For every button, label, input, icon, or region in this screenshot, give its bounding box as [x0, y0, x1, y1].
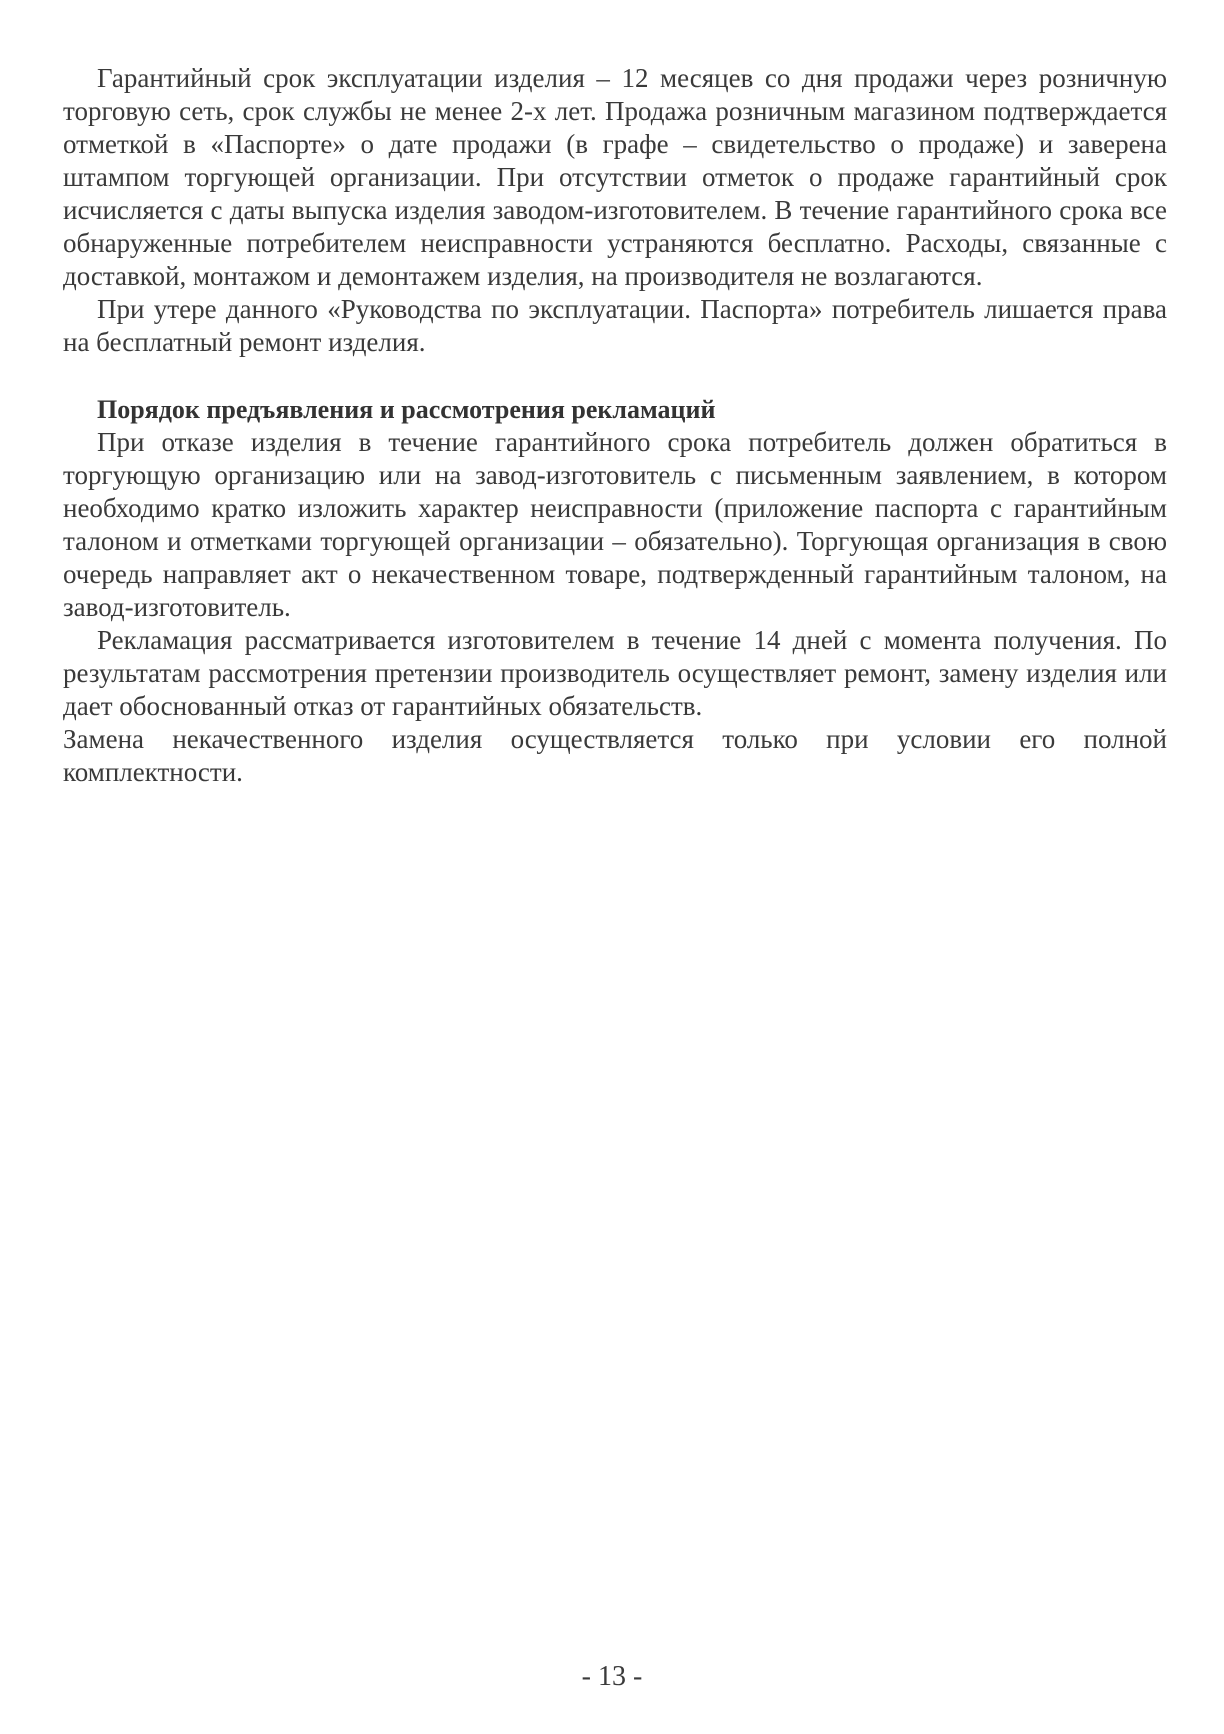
page-content: [63, 62, 1167, 789]
claims-heading: Порядок предъявления и рассмотрения рекламаций: [97, 395, 716, 424]
claims-paragraph-3: Замена некачественного изделия осуществляется только при условии его полной комплектности.: [63, 724, 1167, 787]
warranty-paragraph-1: Гарантийный срок эксплуатации изделия – 12 месяцев со дня продажи через розничную торговую сеть, срок службы не менее 2-х лет. Продажа розничным магазином подтверждается отметкой в «Паспорте» о дате продажи (в графе – свидетельство о продаже) и заверена штампом торгующей организации. При отсутствии отметок о продаже гарантийный срок исчисляется с даты выпуска изделия заводом-изготовителем. В течение гарантийного срока все обнаруженные потребителем неисправности устраняются бесплатно. Расходы, связанные с доставкой, монтажом и демонтажем изделия, на производителя не возлагаются.: [63, 63, 1167, 291]
page-number: - 13 -: [581, 1661, 643, 1692]
claims-paragraph-2: Рекламация рассматривается изготовителем в течение 14 дней с момента получения. По результатам рассмотрения претензии производитель осуществляет ремонт, замену изделия или дает обоснованный отказ от гарантийных обязательств.: [63, 625, 1167, 721]
warranty-paragraph-2: При утере данного «Руководства по эксплуатации. Паспорта» потребитель лишается права на бесплатный ремонт изделия.: [63, 294, 1167, 357]
claims-paragraph-1: При отказе изделия в течение гарантийного срока потребитель должен обратиться в торгующую организацию или на завод-изготовитель с письменным заявлением, в котором необходимо кратко изложить характер неисправности (приложение паспорта с гарантийным талоном и отметками торгующей организации – обязательно). Торгующая организация в свою очередь направляет акт о некачественном товаре, подтвержденный гарантийным талоном, на завод-изготовитель.: [63, 427, 1167, 622]
